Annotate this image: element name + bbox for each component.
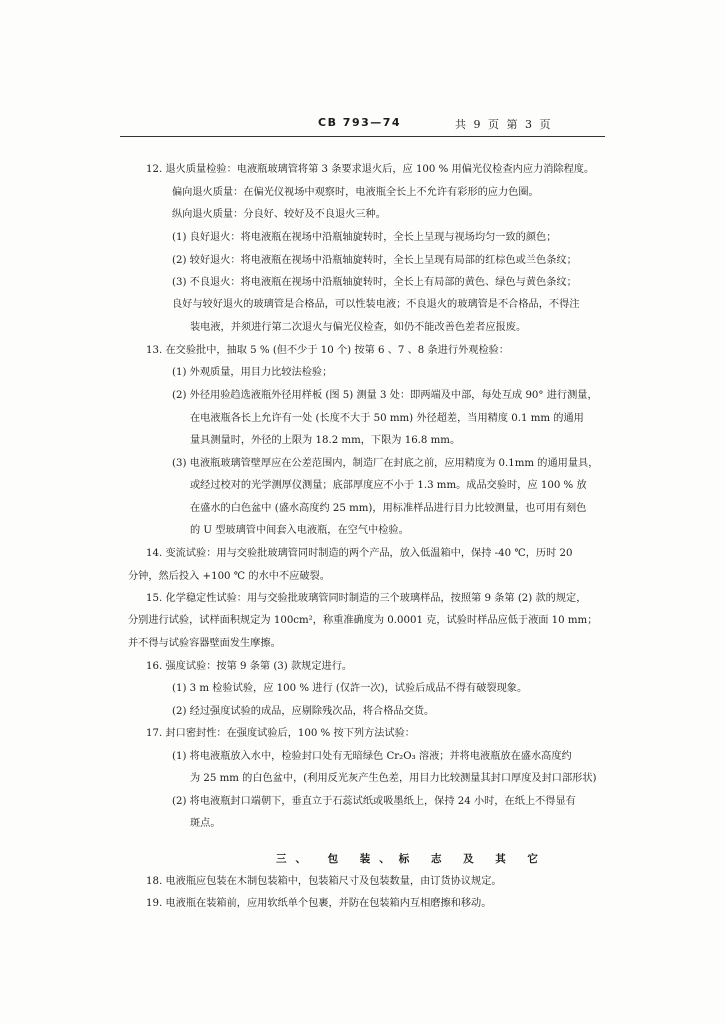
text-line: 16. 强度试验：按第 9 条第 (3) 款规定进行。 (146, 661, 353, 672)
text-line: 装电液，并须进行第二次退火与偏光仪检查，如仍不能改善色差者应报废。 (190, 322, 527, 333)
text-line: 为 25 mm 的白色盆中，(利用反光灰产生色差，用目力比较测量其封口厚度及封口部形状) (190, 773, 597, 784)
text-line: 在盛水的白色盆中 (盛水高度约 25 mm)，用标准样品进行目力比较测量，也可用有刻色 (190, 503, 587, 514)
text-line: 量具测量时，外径的上限为 18.2 mm，下限为 16.8 mm。 (190, 435, 461, 446)
text-line: (2) 经过强度试验的成品，应剔除残次品，将合格品交货。 (172, 706, 435, 717)
text-line: (1) 良好退火：将电液瓶在视场中沿瓶轴旋转时，全长上呈现与视场均匀一致的颜色； (172, 232, 557, 243)
text-line: 的 U 型玻璃管中间套入电液瓶，在空气中检验。 (190, 525, 409, 536)
text-line: 13. 在交验批中，抽取 5 % (但不少于 10 个) 按第 6 、7 、8 条进行外观检验： (146, 345, 510, 356)
text-line: (2) 外径用验趋选液瓶外径用样板 (图 5) 测量 3 处：即两端及中部，每处互成 90° 进行测量， (172, 390, 598, 401)
text-line: (1) 外观质量，用目力比较法检验； (172, 367, 333, 378)
text-line: (1) 3 m 检验试验，应 100 % 进行 (仅許一次)，试验后成品不得有破裂现象。 (172, 683, 528, 694)
text-line: (3) 电液瓶玻璃管壁厚应在公差范围内，制造厂在封底之前，应用精度为 0.1mm 的通用量具， (172, 458, 599, 469)
text-line: 18. 电液瓶应包装在木制包装箱中，包装箱尺寸及包装数量，由订货协议规定。 (146, 876, 502, 887)
header-rule (120, 136, 605, 137)
text-line: 分别进行试验，试样面积规定为 100cm²，称重准确度为 0.0001 克，试验时样品应低于液面 10 mm； (128, 615, 598, 626)
text-line: 12. 退火质量检验：电液瓶玻璃管将第 3 条要求退火后，应 100 % 用偏光仪检查内应力消除程度。 (146, 164, 595, 175)
text-line: 或经过校对的光学测厚仪测量；底部厚度应不小于 1.3 mm。成品交验时，应 100 % 放 (190, 480, 587, 491)
text-line: 14. 变流试验：用与交验批玻璃管同时制造的两个产品，放入低温箱中，保持 -40 ℃，历时 20 (146, 548, 573, 559)
page-info: 共 9 页 第 3 页 (455, 118, 553, 131)
text-line: 分钟，然后投入 +100 ℃ 的水中不应破裂。 (128, 571, 330, 582)
text-line: 19. 电液瓶在装箱前，应用软纸单个包裹，并防在包装箱内互相磨擦和移动。 (146, 898, 492, 909)
text-line: 纵向退火质量：分良好、较好及不良退火三种。 (172, 209, 386, 220)
text-line: 斑点。 (190, 818, 221, 829)
text-line: (2) 较好退火：将电液瓶在视场中沿瓶轴旋转时，全长上呈现有局部的红棕色或兰色条纹； (172, 255, 577, 266)
text-line: 17. 封口密封性：在强度试验后，100 % 按下列方法试验： (146, 728, 415, 739)
text-line: 在电液瓶各长上允许有一处 (长度不大于 50 mm) 外径超差，当用精度 0.1 mm 的通用 (190, 413, 584, 424)
text-line: 良好与较好退火的玻璃管是合格品，可以性装电液；不良退火的玻璃管是不合格品，不得注 (172, 299, 580, 310)
text-line: 偏向退火质量：在偏光仪视场中观察时，电液瓶全长上不允许有彩形的应力色圈。 (172, 187, 539, 198)
text-line: 15. 化学稳定性试验：用与交验批玻璃管同时制造的三个玻璃样品，按照第 9 条第 (2) 款的规定， (146, 593, 587, 604)
text-line: (2) 将电液瓶封口端朝下，垂直立于石蕊试纸或吸墨纸上，保持 24 小时，在纸上不得显有 (172, 796, 576, 807)
standard-number: CB 793—74 (318, 116, 402, 129)
text-line: (1) 将电液瓶放入水中，检验封口处有无暗绿色 Cr₂O₃ 溶液；并将电液瓶放在盛水高度约 (172, 751, 572, 762)
text-line: (3) 不良退火：将电液瓶在视场中沿瓶轴旋转时，全长上有局部的黄色、绿色与黄色条纹； (172, 277, 577, 288)
section-heading: 三、 包 装、标 志 及 其 它 (276, 853, 547, 865)
text-line: 并不得与试验容器壁面发生摩擦。 (128, 638, 281, 649)
